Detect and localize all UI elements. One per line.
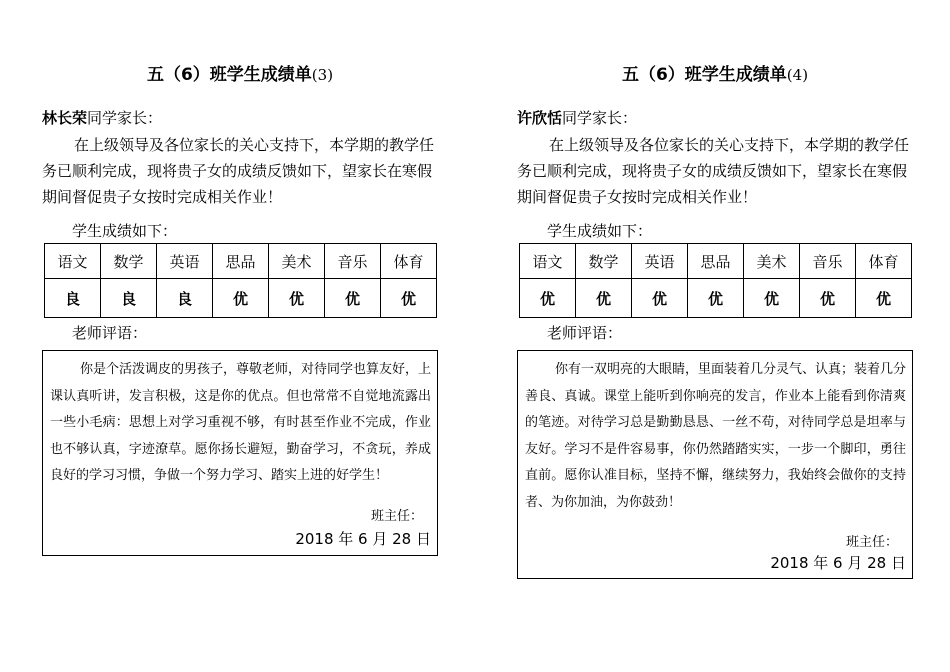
grade-cell: 良 <box>45 279 101 318</box>
subject-cell: 音乐 <box>325 244 381 279</box>
grade-cell: 优 <box>325 279 381 318</box>
teacher-comment: 你是个活泼调皮的男孩子，尊敬老师，对待同学也算友好，上课认真听讲，发言积极，这是你的优点。但也常常不自觉地流露出一些小毛病：思想上对学习重视不够，有时甚至作业不完成，作业也不够认真，字迹潦草。愿你扬长避短，勤奋学习，不贪玩，养成良好的学习习惯，争做一个努力学习、踏实上进的好学生！ <box>50 362 432 484</box>
greeting-suffix: 同学家长： <box>87 109 163 127</box>
subject-cell: 体育 <box>856 244 912 279</box>
subject-cell: 语文 <box>520 244 576 279</box>
teacher-comment-box <box>42 350 438 556</box>
scores-label: 学生成绩如下： <box>547 222 653 240</box>
subjects-row <box>520 244 912 279</box>
card-title <box>40 60 440 85</box>
grade-cell: 优 <box>381 279 437 318</box>
title-text: 五（6）班学生成绩单 <box>621 65 787 85</box>
comment-label: 老师评语： <box>72 324 148 342</box>
subject-cell: 美术 <box>269 244 325 279</box>
grade-cell: 良 <box>157 279 213 318</box>
subject-cell: 语文 <box>45 244 101 279</box>
date: 2018 年 6 月 28 日 <box>295 530 431 548</box>
scores-label: 学生成绩如下： <box>72 222 178 240</box>
grade-cell: 良 <box>101 279 157 318</box>
title-text: 五（6）班学生成绩单 <box>146 65 312 85</box>
subject-cell: 音乐 <box>800 244 856 279</box>
scores-table <box>44 243 437 318</box>
card-number: (3) <box>311 66 334 84</box>
subject-cell: 美术 <box>744 244 800 279</box>
teacher-comment: 你有一双明亮的大眼睛，里面装着几分灵气、认真；装着几分善良、真诚。课堂上能听到你响亮的发言，作业本上能看到你清爽的笔迹。对待学习总是勤勤恳恳、一丝不苟，对待同学总是坦率与友好。学习不是件容易事，你仍然踏踏实实，一步一个脚印，勇往直前。愿你认准目标，坚持不懈，继续努力，我始终会做你的支持者、为你加油，为你鼓劲！ <box>525 362 907 510</box>
greeting <box>517 107 637 128</box>
subject-cell: 思品 <box>688 244 744 279</box>
student-name: 林长荣 <box>42 109 88 127</box>
subject-cell: 英语 <box>157 244 213 279</box>
signature-label: 班主任： <box>370 509 423 524</box>
teacher-comment-box <box>517 350 913 579</box>
subject-cell: 英语 <box>632 244 688 279</box>
grade-cell: 优 <box>269 279 325 318</box>
card-number: (4) <box>786 66 809 84</box>
grades-row <box>45 279 437 318</box>
grade-cell: 优 <box>576 279 632 318</box>
grade-cell: 优 <box>856 279 912 318</box>
subject-cell: 思品 <box>213 244 269 279</box>
grade-cell: 优 <box>800 279 856 318</box>
card-title <box>515 60 915 85</box>
date: 2018 年 6 月 28 日 <box>770 554 906 572</box>
subjects-row <box>45 244 437 279</box>
subject-cell: 体育 <box>381 244 437 279</box>
scores-table <box>519 243 912 318</box>
greeting-suffix: 同学家长： <box>562 109 638 127</box>
signature-label: 班主任： <box>845 535 898 550</box>
greeting <box>42 107 162 128</box>
grade-cell: 优 <box>688 279 744 318</box>
comment-label: 老师评语： <box>547 324 623 342</box>
student-name: 许欣恬 <box>517 109 563 127</box>
grade-cell: 优 <box>632 279 688 318</box>
intro-paragraph: 在上级领导及各位家长的关心支持下，本学期的教学任务已顺利完成，现将贵子女的成绩反馈如下，望家长在寒假期间督促贵子女按时完成相关作业！ <box>517 136 910 206</box>
subject-cell: 数学 <box>101 244 157 279</box>
grades-row <box>520 279 912 318</box>
subject-cell: 数学 <box>576 244 632 279</box>
grade-cell: 优 <box>213 279 269 318</box>
intro-paragraph: 在上级领导及各位家长的关心支持下，本学期的教学任务已顺利完成，现将贵子女的成绩反馈如下，望家长在寒假期间督促贵子女按时完成相关作业！ <box>42 136 435 206</box>
grade-cell: 优 <box>520 279 576 318</box>
grade-cell: 优 <box>744 279 800 318</box>
